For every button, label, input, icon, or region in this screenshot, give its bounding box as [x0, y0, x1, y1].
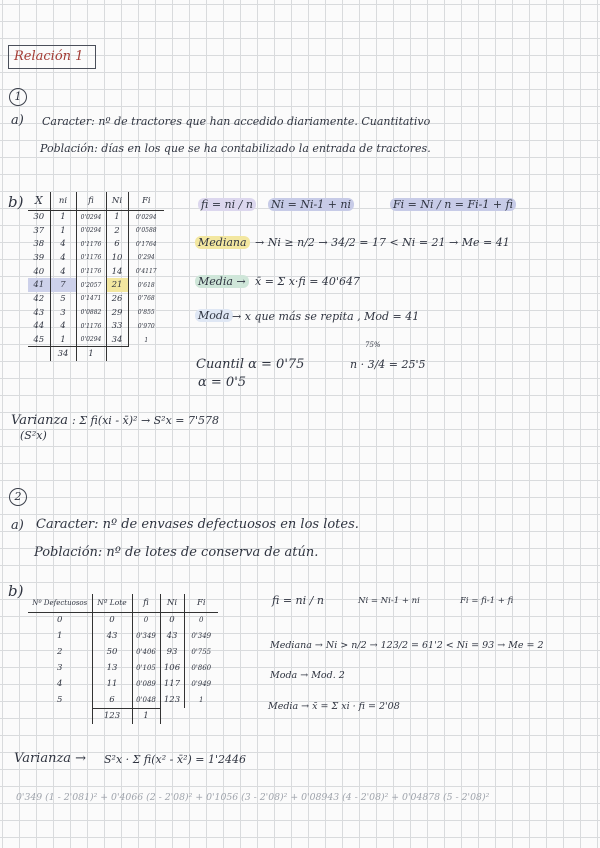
table-cell: 6 [106, 237, 128, 251]
table-row [28, 320, 164, 334]
ex2-frequency-table [28, 594, 218, 724]
table-cell: 0'1176 [76, 237, 106, 251]
table-cell [160, 708, 184, 724]
table-cell: 0'2057 [76, 278, 106, 292]
table-cell: 123 [160, 692, 184, 708]
table-header: Nº Defectuosos [28, 594, 92, 612]
table-cell: 29 [106, 306, 128, 320]
table-cell: 42 [33, 293, 45, 304]
table-cell: 40 [33, 266, 45, 277]
ex1-mediana-expr: → Ni ≥ n/2 → 34/2 = 17 < Ni = 21 → Me = 41 [255, 236, 510, 249]
table-cell: 5 [50, 292, 76, 306]
exercise-1-number: 1 [9, 88, 27, 106]
table-cell: 13 [92, 660, 132, 676]
table-cell: 0 [184, 612, 218, 628]
table-row [28, 333, 164, 347]
table-cell: 0'1471 [76, 292, 106, 306]
table-row [28, 676, 218, 692]
ex1-Ni-formula [268, 198, 354, 211]
table-cell: 14 [106, 265, 128, 279]
table-cell: 0'1176 [76, 265, 106, 279]
ex2-mediana: Mediana → Ni > n/2 → 123/2 = 61'2 < Ni = 93 → Me = 2 [270, 640, 544, 651]
table-cell: 4 [50, 320, 76, 334]
table-cell: 44 [33, 321, 45, 332]
ex1-media-label: Media → [195, 275, 249, 288]
ex2-varianza-label: Varianza → [14, 751, 87, 766]
table-cell: 1 [50, 333, 76, 347]
table-cell: 93 [160, 644, 184, 660]
table-cell: 0'860 [184, 660, 218, 676]
ex1-varianza-sub: (S²x) [20, 429, 47, 442]
table-cell: 0'0294 [76, 224, 106, 238]
table-cell [28, 708, 92, 724]
ex1-moda-expr: → x que más se repita , Mod = 41 [232, 310, 420, 323]
table-cell: 0 [160, 612, 184, 628]
ex2-Ni-formula: Ni = Ni-1 + ni [358, 596, 420, 606]
ex1-frequency-table [28, 192, 164, 361]
table-cell: 41 [28, 278, 50, 292]
table-cell: 43 [33, 307, 45, 318]
table-cell: 7 [50, 278, 76, 292]
table-cell: 0'855 [128, 306, 164, 320]
table-header: fi [132, 594, 160, 612]
table-cell: 0'0294 [76, 333, 106, 347]
ex1-Fi-formula-text: Fi = Ni / n = Fi-1 + fi [390, 198, 516, 211]
table-cell: 10 [106, 251, 128, 265]
table-header: fi [76, 192, 106, 210]
ex1-media-expr: x̄ = Σ x·fi = 40'647 [255, 275, 360, 288]
ex1-Fi-formula [390, 198, 516, 211]
table-cell: 3 [57, 663, 63, 673]
table-cell: 1 [57, 631, 63, 641]
table-cell: 6 [92, 692, 132, 708]
ex1-mediana-label: Mediana [195, 236, 250, 249]
table-cell: 1 [132, 708, 160, 724]
table-cell: 1 [76, 347, 106, 361]
table-cell: 0'755 [184, 644, 218, 660]
table-cell: 0'294 [128, 251, 164, 265]
page-title: Relación 1 [14, 49, 84, 64]
table-cell: 0'105 [132, 660, 160, 676]
table-cell: 34 [50, 347, 76, 361]
table-cell: 1 [128, 333, 164, 347]
table-cell: 4 [50, 251, 76, 265]
table-cell: 39 [33, 252, 45, 263]
ex2-varianza-expr: S²x · Σ fi(x² - x̄²) = 1'2446 [104, 753, 246, 766]
table-header: Fi [128, 192, 164, 210]
table-cell: 0'048 [132, 692, 160, 708]
table-row-highlighted [28, 278, 164, 292]
table-cell: 0'0294 [76, 210, 106, 224]
ex1-moda-label: Moda [195, 309, 233, 322]
ex1-alpha: α = 0'5 [198, 375, 247, 390]
ex1-cuantil-expr: n · 3/4 = 25'5 [350, 358, 426, 371]
table-cell: 0'1176 [76, 320, 106, 334]
table-cell: 1 [184, 692, 218, 708]
table-cell: 0'1764 [128, 237, 164, 251]
table-row [28, 628, 218, 644]
table-cell: 123 [92, 708, 132, 724]
table-cell: 0'970 [128, 320, 164, 334]
table-cell [184, 708, 218, 724]
table-totals-row [28, 708, 218, 724]
table-cell: 34 [106, 333, 128, 347]
ex2-moda: Moda → Mod. 2 [270, 670, 345, 681]
table-cell: 0'0588 [128, 224, 164, 238]
ex2-a-label: a) [11, 518, 24, 533]
table-header: Fi [184, 594, 218, 612]
table-header: X [34, 194, 43, 208]
table-cell: 0 [92, 612, 132, 628]
table-cell: 21 [106, 278, 128, 292]
table-cell: 0'768 [128, 292, 164, 306]
table-cell: 0'349 [184, 628, 218, 644]
ex1-caracter: Caracter: nº de tractores que han accedido diariamente. Cuantitativo [42, 115, 431, 128]
table-cell: 11 [92, 676, 132, 692]
table-cell: 1 [50, 210, 76, 224]
table-row [28, 265, 164, 279]
ex1-varianza-label: Varianza [11, 413, 69, 428]
table-cell: 45 [33, 334, 45, 345]
table-row [28, 251, 164, 265]
table-cell [106, 347, 128, 361]
ex2-Fi-formula: Fi = fi-1 + fi [460, 596, 514, 606]
table-row [28, 210, 164, 224]
table-cell: 33 [106, 320, 128, 334]
table-cell: 2 [106, 224, 128, 238]
table-cell: 0'1176 [76, 251, 106, 265]
ex1-varianza-expr: : Σ fi(xi - x̄)² → S²x = 7'578 [72, 414, 220, 427]
table-cell: 5 [57, 695, 63, 705]
table-cell: 3 [50, 306, 76, 320]
table-cell: 0'4117 [128, 265, 164, 279]
ex1-cuantil: Cuantil α = 0'75 [196, 357, 305, 372]
table-cell: 0'0294 [128, 210, 164, 224]
table-header: Ni [106, 192, 128, 210]
table-cell: 30 [28, 210, 50, 224]
table-row [28, 692, 218, 708]
table-cell: 1 [50, 224, 76, 238]
table-cell: 26 [106, 292, 128, 306]
table-row [28, 612, 218, 628]
table-cell: 0'949 [184, 676, 218, 692]
ex2-media: Media → x̄ = Σ xi · fi = 2'08 [268, 701, 400, 712]
table-cell: 4 [57, 679, 63, 689]
table-cell: 0'618 [128, 278, 164, 292]
table-cell: 38 [33, 239, 45, 250]
table-header: Ni [160, 594, 184, 612]
ex2-caracter: Caracter: nº de envases defectuosos en los lotes. [36, 517, 359, 532]
ex1-poblacion: Población: días en los que se ha contabilizado la entrada de tractores. [40, 142, 431, 155]
table-cell: 0 [132, 612, 160, 628]
ex2-b-label: b) [8, 582, 24, 600]
table-cell: 0'349 [132, 628, 160, 644]
table-cell: 0 [57, 615, 63, 626]
ex1-percent: 75% [365, 341, 381, 349]
ex2-varianza-expansion: 0'349 (1 - 2'081)² + 0'4066 (2 - 2'08)² + 0'1056 (3 - 2'08)² + 0'08943 (4 - 2'08)² + 0'04878 (5 - 2'08)² [16, 792, 490, 803]
ex1-fi-formula: fi = ni / n [198, 198, 256, 211]
table-header: ni [50, 192, 76, 210]
page-title-box [8, 45, 96, 69]
table-cell [128, 347, 164, 361]
table-row [28, 660, 218, 676]
table-row [28, 237, 164, 251]
table-cell: 4 [50, 265, 76, 279]
table-header: Nº Lote [92, 594, 132, 612]
table-totals-row [28, 347, 164, 361]
table-cell: 43 [160, 628, 184, 644]
ex1-Ni-formula-text: Ni = Ni-1 + ni [268, 198, 354, 211]
table-cell: 1 [106, 210, 128, 224]
table-cell: 0'089 [132, 676, 160, 692]
table-cell [28, 347, 50, 361]
table-row [28, 644, 218, 660]
ex1-a-label: a) [11, 113, 24, 128]
table-cell: 0'0882 [76, 306, 106, 320]
table-cell: 50 [92, 644, 132, 660]
exercise-2-number: 2 [9, 488, 27, 506]
table-cell: 2 [57, 647, 63, 657]
table-cell: 4 [50, 237, 76, 251]
ex1-b-label: b) [8, 193, 24, 211]
table-cell: 117 [160, 676, 184, 692]
table-row [28, 306, 164, 320]
ex2-poblacion: Población: nº de lotes de conserva de atún. [34, 545, 319, 560]
table-cell: 37 [33, 225, 45, 236]
table-row [28, 292, 164, 306]
ex2-fi-formula: fi = ni / n [272, 594, 324, 607]
table-cell: 0'406 [132, 644, 160, 660]
table-cell: 106 [160, 660, 184, 676]
table-cell: 43 [92, 628, 132, 644]
table-row [28, 224, 164, 238]
